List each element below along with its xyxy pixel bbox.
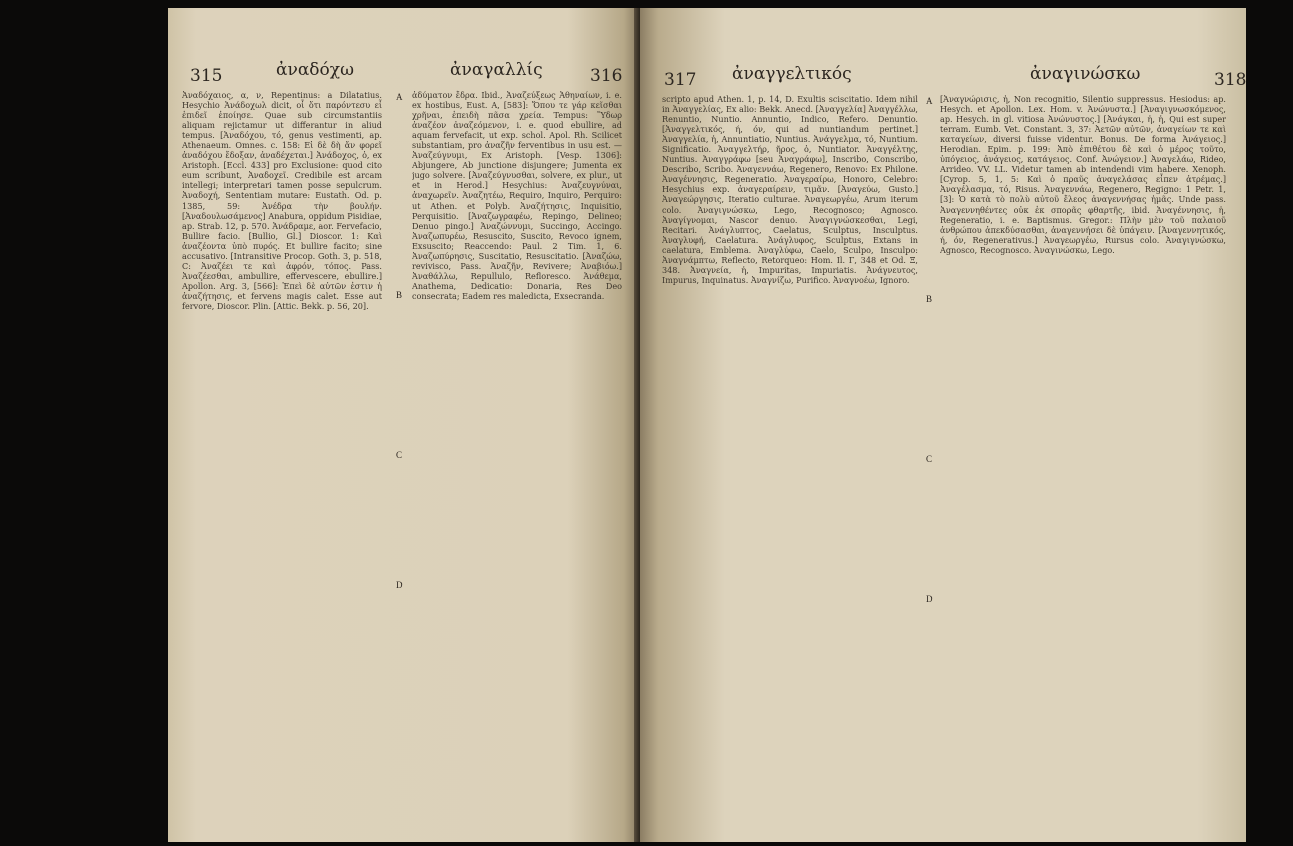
column-text: Ἀναδόχαιος, α, ν, Repentinus: a Dilatatius. Hesychio Ἀνάδοχωλ dicit, οἷ ὅτι παρόντεσυ εἶ ἐπιδεῖ ἐποίησε. Quae sub circumstantiis aliquam rejictamur ut differantur in aliud tempus. [Ἀναδόχου, τό, genus vestimenti, ap. Athenaeum. Omnes. c. 158: Εἰ δὲ δὴ ἄν φορεῖ ἀναδόχου ἔδοξαν, ἀναδέχεται.] Ἀνάδοχος, ὁ, ex Aristoph. [Eccl. 433] pro Exclusione: quod cito eum scribunt, Ἀναδοχεῖ. Credibile est arcam intellegi; interpretari tamen posse sepulcrum. Ἀναδοχή, Sententiam mutare: Eustath. Od. p. 1385, 59: Ἀνέδρα τὴν βουλήν. [Ἀναδουλωσάμενος] Anabura, oppidum Pisidiae, ap. Strab. 12, p. 570. Ἀνάδραμε, aor. Fervefacio, Bullire facio. [Bullio, Gl.] Dioscor. 1: Καὶ ἀναζέοντα ὑπὸ πυρός. Et bullire facito; sine accusativo. [Intransitive Procop. Goth. 3, p. 518, C: Ἀναζέει τε καὶ ἀφρόν, τόπος. Pass. Ἀναζέεσθαι, ambullire, effervescere, ebullire.] Apollon. Arg. 3, [566]: Ἐπεὶ δὲ αὐτῶν ἐστιν ἡ ἀναζήτησις, et fervens magis calet. Esse aut fervore, Dioscor. Plin. [Attic. Bekk. p. 56, 20]. [182, 90, 382, 311]
margin-letter-d: D [926, 594, 933, 604]
right-page [640, 8, 1246, 842]
margin-letter-d: D [396, 580, 403, 590]
margin-letter-c: C [396, 450, 403, 460]
margin-letter-a: A [396, 92, 403, 102]
margin-letter-c: C [926, 454, 933, 464]
column-text: scripto apud Athen. 1, p. 14, D. Exultis sciscitatio. Idem nihil in Ἀναγγελίας, Ex alio: Bekk. Anecd. [Ἀναγγελία] Ἀναγγέλλω, Renuntio, Nuntio. Annuntio, Indico, Refero. Denuntio. [Ἀναγγελτικός, ή, όν, qui ad nuntiandum pertinet.] Ἀναγγελία, ἡ, Annuntiatio, Nuntius. Ἀνάγγελμα, τό, Nuntium. Significatio. Ἀναγγελτήρ, ῆρος, ὁ, Nuntiator. Ἀναγγέλτης, Nuntius. Ἀναγγράφω [seu Ἀναγράφω], Inscribo, Conscribo, Describo, Scribo. Ἀναγεννάω, Regenero, Renovo: Ex Philone. Ἀναγέννησις, Regeneratio. Ἀναγεραίρω, Honoro, Celebro: Hesychius exp. ἀναγεραίρειν, τιμᾶν. [Ἀναγεύω, Gusto.] Ἀναγεώργησις, Iteratio culturae. Ἀναγεωργέω, Arum iterum colo. Ἀναγιγνώσκω, Lego, Recognosco; Agnosco. Ἀναγίγνομαι, Nascor denuo. Ἀναγιγνώσκεσθαι, Legi, Recitari. Ἀνάγλυπτος, Caelatus, Sculptus, Insculptus. Ἀναγλυφή, Caelatura. Ἀνάγλυφος, Sculptus, Extans in caelatura, Emblema. Ἀναγλύφω, Caelo, Sculpo, Insculpo: Ἀναγνάμπτω, Reflecto, Retorqueo: Hom. Il. Γ, 348 et Od. Ξ, 348. Ἀναγνεία, ἡ, Impuritas, Impuriatis. Ἀνάγνευτος, Impurus, Inquinatus. Ἀναγνίζω, Purifico. Ἀναγνοέω, Ignoro. [662, 94, 918, 285]
running-head-left: ἀναγγελτικός [732, 64, 852, 84]
column-text: ἀδύματον ἔδρα. Ibid., Ἀναζεύξεως Ἀθηναίων, i. e. ex hostibus, Eust. A, [583]: Ὅπου τε γάρ κεῖσθαι χρῆναι, ἐπειδὴ πᾶσα χρεία. Tempus: Ὕδωρ ἀναζέον ἀναζεόμενον, i. e. quod ebullire, ad aquam fervefacit, ut exp. schol. Apol. Rh. Scilicet substantiam, pro ἀναζῆν ferventibus in usu est. — Ἀναζεύγνυμι, Ex Aristoph. [Vesp. 1306]: Abjungere, Ab junctione disjungere; Jumenta ex jugo solvere. [Ἀναζεύγνυσθαι, solvere, ex plur., ut et in Herod.] Hesychius: Ἀναζευγνύναι, ἀναχωρεῖν. Ἀναζητέω, Requiro, Inquiro, Perquiro: ut Athen. et Polyb. Ἀναζήτησις, Inquisitio, Perquisitio. [Ἀναζωγραφέω, Repingo, Delineo; Denuo pingo.] Ἀναζώννυμι, Succingo, Accingo. Ἀναζωπυρέω, Resuscito, Suscito, Revoco ignem, Exsuscito; Reaccendo: Paul. 2 Tim. 1, 6. Ἀναζωπύρησις, Suscitatio, Resuscitatio. [Ἀναζώω, revivisco, Pass. Ἀναζῆν, Revivere; Ἀναβιόω.] Ἀναθάλλω, Repullulo, Refloresco. Ἀνάθεμα, Anathema, Dedicatio: Donaria, Res Deo consecrata; Eadem res maledicta, Exsecranda. [412, 90, 622, 301]
running-head-left: ἀναδόχω [276, 60, 354, 80]
page-number-left: 317 [664, 70, 697, 90]
book-spread [168, 8, 1246, 842]
left-page [168, 8, 638, 842]
text-column-1 [182, 90, 382, 830]
page-number-right: 318 [1214, 70, 1246, 90]
page-number-left: 315 [190, 66, 223, 86]
running-head-right: ἀναγαλλίς [450, 60, 543, 80]
text-column-2 [412, 90, 622, 830]
page-number-right: 316 [590, 66, 623, 86]
text-column-2 [940, 94, 1226, 832]
column-text: [Ἀναγνώρισις, ἡ, Non recognitio, Silentio suppressus. Hesiodus: ap. Hesych. et Apollon. Lex. Hom. v. Ἀνώνυστα.] [Ἀναγιγνωσκόμενος, ap. Hesych. in gl. vitiosa Ἀνώνυστος.] [Ἀνάγκαι, ἡ, ἡ, Qui est super terram. Eumb. Vet. Constant. 3, 37: Ἀετῶν αὐτῶν, ἀναγείων τε καὶ καταγείων, diversi fuisse videntur. Bonus. De forma Ἀνάγειος.] Herodian. Epim. p. 199: Ἀπὸ ἐπιθέτου δὲ καὶ ὁ μέρος τοῦτο, ὑπόγειος, ἀνάγειος, κατάγειος. Conf. Ἀνώγειον.] Ἀναγελάω, Rideo, Arrideo. VV. LL. Videtur tamen ab intendendi vim habere. Xenoph. [Cyrop. 5, 1, 5: Καὶ ὁ πραῦς ἀναγελάσας εἶπεν ἀτρέμας.] Ἀναγέλασμα, τό, Risus. Ἀναγεννάω, Regenero, Regigno: 1 Petr. 1, [3]: Ὁ κατὰ τὸ πολὺ αὐτοῦ ἔλεος ἀναγεννήσας ἡμᾶς. Unde pass. Ἀναγεννηθέντες οὐκ ἐκ σπορᾶς φθαρτῆς, ibid. Ἀναγέννησις, ἡ, Regeneratio, i. e. Baptismus. Gregor.: Πλὴν μὲν τοῦ παλαιοῦ ἀνθρώπου ἀπεκδύσασθαι, ἀναγεννήσει δὲ ὑπάγειν. [Ἀναγεννητικός, ή, όν, Regenerativus.] Ἀναγεωργέω, Rursus colo. Ἀναγιγνώσκω, Agnosco, Recognosco. Ἀναγινώσκω, Lego. [940, 94, 1226, 255]
text-column-1 [662, 94, 918, 832]
margin-letter-a: A [926, 96, 933, 106]
margin-letter-b: B [926, 294, 933, 304]
margin-letter-b: B [396, 290, 403, 300]
running-head-right: ἀναγινώσκω [1030, 64, 1141, 84]
